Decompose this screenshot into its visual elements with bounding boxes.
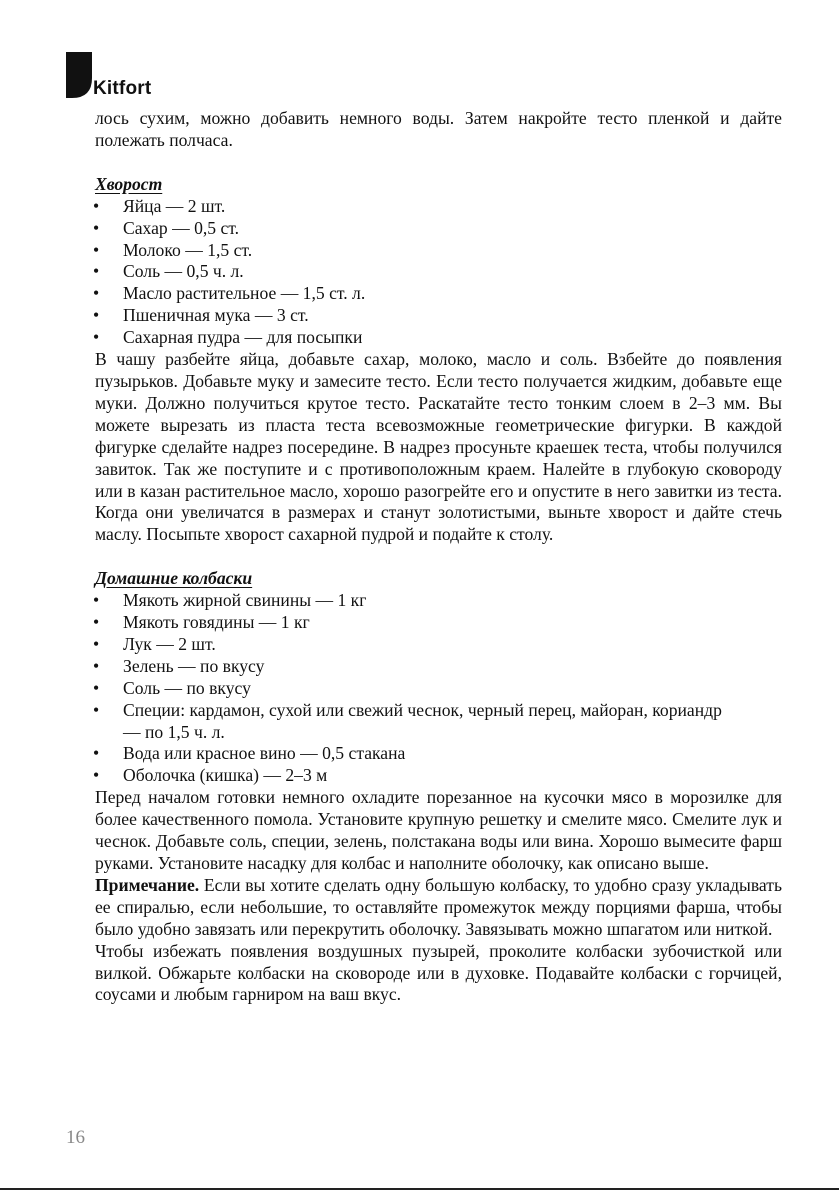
recipe-title: Домашние колбаски [95,568,253,589]
ingredient-list [95,590,782,787]
ingredient-item: • Зелень — по вкусу [93,655,265,676]
note-label: Примечание. [95,874,200,895]
brand-name: Kitfort [93,78,152,99]
ingredient-item: • Сахарная пудра — для посыпки [93,327,363,348]
ingredient-item: • Сахар — 0,5 ст. [93,217,240,238]
ingredient-item: • Специи: кардамон, сухой или свежий чеснок, черный перец, майоран, кориандр — по 1,5 ч. л. [93,699,722,742]
intro-paragraph: лось сухим, можно добавить немного воды. Затем накройте тесто пленкой и дайте полежать полчаса. [95,108,782,150]
recipe-khvorost [95,174,782,546]
page-content [95,108,782,1006]
bottom-rule [0,1188,839,1190]
ingredient-item: • Молоко — 1,5 ст. [93,239,253,260]
ingredient-item: • Соль — по вкусу [93,677,251,698]
ingredient-item: • Лук — 2 шт. [93,633,216,654]
ingredient-item: • Мякоть жирной свинины — 1 кг [93,590,367,611]
closing-paragraph: Чтобы избежать появления воздушных пузырей, проколите колбаски зубочисткой или вилкой. Обжарьте колбаски на сковороде или в духовке. Подавайте колбаски с горчицей, соусами и любым гарниром на ваш вкус. [95,940,782,1005]
page-number: 16 [66,1127,85,1148]
brand-logo [66,52,176,100]
ingredient-item: • Вода или красное вино — 0,5 стакана [93,743,406,764]
note-text: Если вы хотите сделать одну большую колбаску, то удобно сразу укладывать ее спиралью, если небольшие, то оставляйте промежуток между порциями фарша, чтобы было удобно завязать или перекрутить оболочку. Завязывать можно шпагатом или ниткой. [95,874,782,939]
recipe-sausages [95,568,782,1006]
ingredient-item: • Мякоть говядины — 1 кг [93,612,310,633]
ingredient-item: • Масло растительное — 1,5 ст. л. [93,283,366,304]
ingredient-item: • Оболочка (кишка) — 2–3 м [93,765,328,786]
instructions-paragraph: В чашу разбейте яйца, добавьте сахар, молоко, масло и соль. Взбейте до появления пузырьков. Добавьте муку и замесите тесто. Если тесто получается жидким, добавьте еще муки. Должно получиться крутое тесто. Раскатайте тесто тонким слоем в 2–3 мм. Вы можете вырезать из пласта теста всевозможные геометрические фигурки. В каждой фигурке сделайте надрез посередине. В надрез просуньте краешек теста, чтобы получился завиток. Так же поступите и с противоположным краем. Налейте в глубокую сковороду или в казан растительное масло, хорошо разогрейте его и опустите в него завитки из теста. Когда они увеличатся в размерах и станут золотистыми, выньте хворост и дайте стечь маслу. Посыпьте хворост сахарной пудрой и подайте к столу. [95,349,782,545]
ingredient-item: • Соль — 0,5 ч. л. [93,261,244,282]
instructions-paragraph: Перед началом готовки немного охладите порезанное на кусочки мясо в морозилке для более качественного помола. Установите крупную решетку и смелите мясо. Смелите лук и чеснок. Добавьте соль, специи, зелень, полстакана воды или вина. Хорошо вымесите фарш руками. Установите насадку для колбас и наполните оболочку, как описано выше. [95,787,782,873]
ingredient-item: • Пшеничная мука — 3 ст. [93,305,309,326]
ingredient-list [95,196,782,349]
recipe-title: Хворост [95,173,163,194]
ingredient-item: • Яйца — 2 шт. [93,195,226,216]
kitfort-logo-icon [66,52,92,98]
note-paragraph [95,875,782,941]
